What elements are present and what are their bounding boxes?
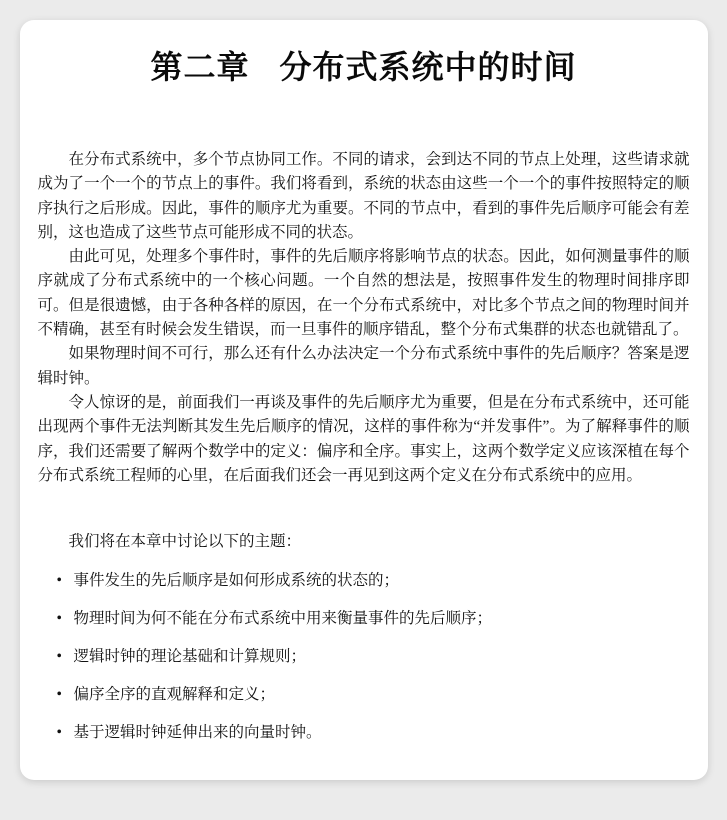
topic-text: 物理时间为何不能在分布式系统中用来衡量事件的先后顺序； [73, 610, 493, 628]
paragraph-3: 如果物理时间不可行，那么还有什么办法决定一个分布式系统中事件的先后顺序？答案是逻辑时钟。 [37, 345, 690, 387]
page-card [20, 20, 708, 780]
topic-item [57, 569, 690, 593]
bullet-icon: • [56, 685, 62, 703]
bullet-icon: • [56, 723, 62, 741]
paragraph-4: 令人惊讶的是，前面我们一再谈及事件的先后顺序尤为重要，但是在分布式系统中，还可能出现两个事件无法判断其发生先后顺序的情况，这样的事件称为“并发事件”。为了解释事件的顺序，我们还需要了解两个数学中的定义：偏序和全序。事实上，这两个数学定义应该深植在每个分布式系统工程师的心里，在后面我们还会一再见到这两个定义在分布式系统中的应用。 [37, 393, 690, 484]
topic-text: 逻辑时钟的理论基础和计算规则； [73, 648, 307, 666]
topic-text: 事件发生的先后顺序是如何形成系统的状态的； [73, 572, 400, 590]
topics-intro: 我们将在本章中讨论以下的主题： [68, 533, 302, 551]
topic-text: 基于逻辑时钟延伸出来的向量时钟。 [73, 723, 322, 741]
chapter-title: 分布式系统中的时间 [279, 49, 577, 85]
bullet-icon: • [56, 610, 62, 628]
topic-item [57, 607, 690, 631]
body-text [38, 148, 690, 745]
topic-list [38, 569, 690, 744]
chapter-label: 第二章 [150, 49, 250, 85]
chapter-heading [38, 46, 690, 88]
paragraph-1: 在分布式系统中，多个节点协同工作。不同的请求，会到达不同的节点上处理，这些请求就成为了一个一个的节点上的事件。我们将看到，系统的状态由这些一个一个的事件按照特定的顺序执行之后形成。因此，事件的顺序尤为重要。不同的节点中，看到的事件先后顺序可能会有差别，这也造成了这些节点可能形成不同的状态。 [37, 151, 690, 241]
topic-item [57, 683, 690, 707]
bullet-icon: • [56, 572, 62, 590]
bullet-icon: • [56, 648, 62, 666]
topic-text: 偏序全序的直观解释和定义； [73, 685, 276, 703]
topic-item [57, 721, 690, 745]
paragraph-2: 由此可见，处理多个事件时，事件的先后顺序将影响节点的状态。因此，如何测量事件的顺序就成了分布式系统中的一个核心问题。一个自然的想法是，按照事件发生的物理时间排序即可。但是很遗憾，由于各种各样的原因，在一个分布式系统中，对比多个节点之间的物理时间并不精确，甚至有时候会发生错误，而一旦事件的顺序错乱，整个分布式集群的状态也就错乱了。 [37, 248, 690, 339]
topic-item [57, 645, 690, 669]
